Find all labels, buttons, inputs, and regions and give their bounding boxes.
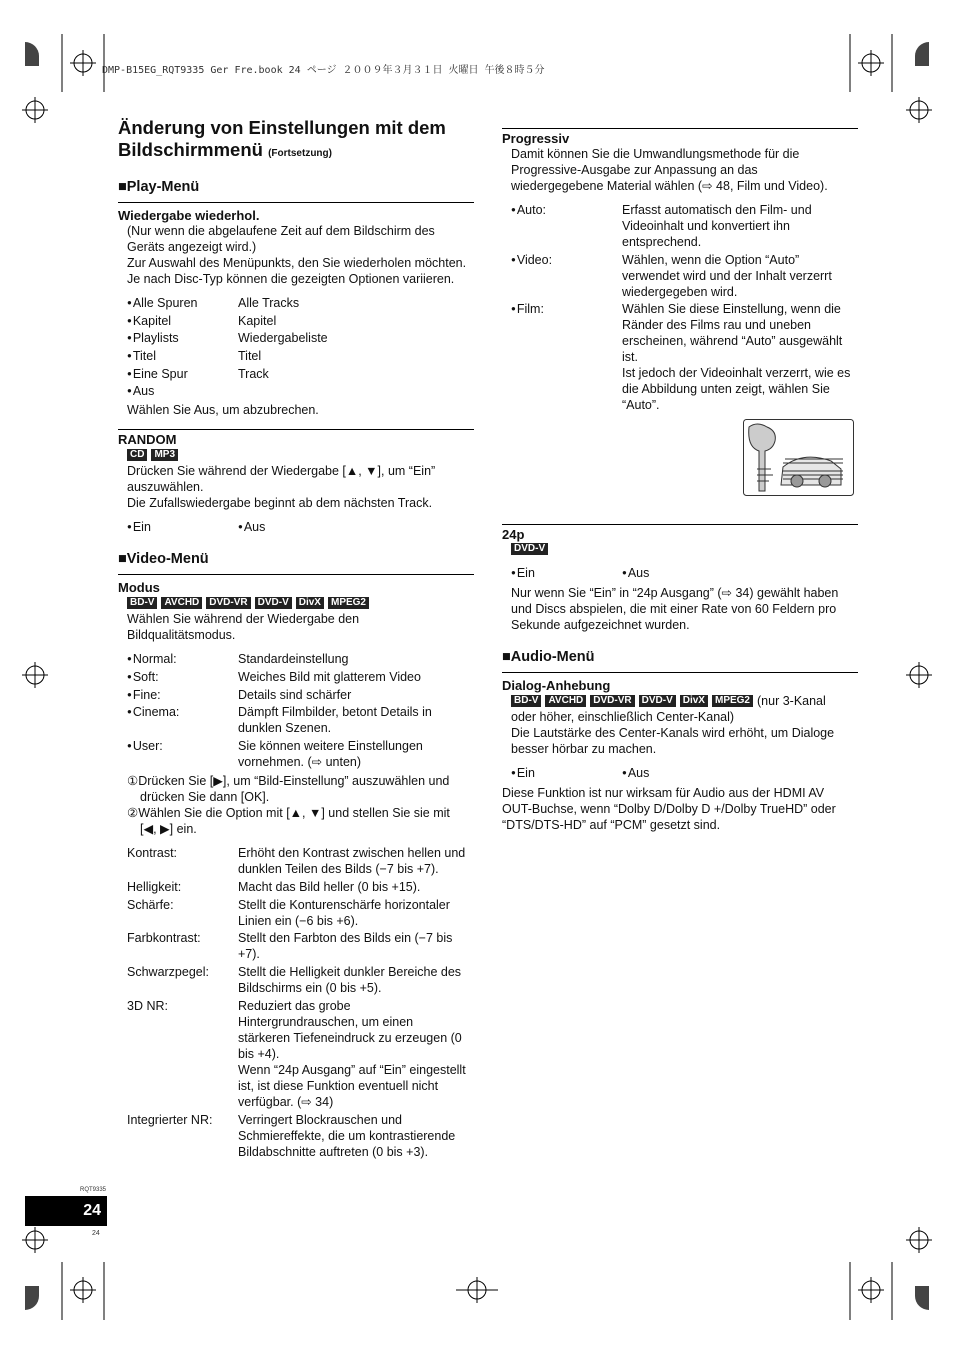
wiedergabe-label: Wiedergabe wiederhol. — [118, 208, 260, 223]
setting-value: Stellt die Helligkeit dunkler Bereiche des Bildschirms ein (0 bis +5). — [238, 965, 462, 995]
option-name: ● Soft: — [127, 669, 159, 685]
setting-value: Erhöht den Kontrast zwischen hellen und dunklen Teilen des Bilds (−7 bis +7). — [238, 846, 466, 876]
24p-label: 24p — [502, 527, 525, 542]
dialog-description: oder höher, einschließlich Center-Kanal) Die Lautstärke des Center-Kanals wird erhöht, um Dialoge besser hörbar zu machen. — [511, 710, 835, 756]
setting-name: Kontrast: — [127, 846, 178, 860]
setting-name: 3D NR: — [127, 999, 168, 1013]
option-value: Erfasst automatisch den Film- und Videoinhalt und konvertiert ihn entsprechend. — [622, 203, 812, 249]
option-value: Kapitel — [238, 314, 277, 328]
disc-badges — [127, 449, 178, 461]
title-continued: (Fortsetzung) — [268, 148, 332, 159]
setting-name: Integrierter NR: — [127, 1113, 213, 1127]
option-value: Wählen, wenn die Option “Auto” verwendet wird und der Inhalt verzerrt wiedergegeben wird. — [622, 253, 832, 299]
setting-name: Farbkontrast: — [127, 931, 201, 945]
badge: MPEG2 — [712, 695, 753, 707]
play-menu-heading: ■Play-Menü — [118, 179, 200, 195]
option-name: ● Eine Spur — [127, 366, 188, 382]
wiedergabe-note: Wählen Sie Aus, um abzubrechen. — [127, 403, 319, 417]
progressiv-description: Damit können Sie die Umwandlungsmethode für die Progressive-Ausgabe zur Anpassung an das wiedergegebene Material wählen (⇨ 48, Film und Video). — [511, 147, 828, 193]
title-main: Änderung von Einstellungen mit dem Bildschirmmenü — [118, 117, 446, 160]
option-value: Dämpft Filmbilder, betont Details in dunklen Szenen. — [238, 705, 432, 735]
random-label: RANDOM — [118, 432, 177, 447]
option-on: ● Ein — [511, 565, 535, 581]
option-name: ● Aus — [127, 383, 154, 399]
option-value: Standardeinstellung — [238, 652, 349, 666]
disc-badges — [127, 597, 369, 609]
24p-description: Nur wenn Sie “Ein” in “24p Ausgang” (⇨ 34) gewählt haben und Discs abspielen, die mit einer Rate von 60 Feldern pro Sekunde aufgezeichnet wurden. — [511, 586, 839, 632]
badge: DVD-V — [511, 543, 548, 555]
print-header: DMP-B15EG_RQT9335 Ger Fre.book 24 ページ ２００９年３月３１日 火曜日 午後８時５分 — [102, 65, 545, 76]
setting-value: Stellt den Farbton des Bilds ein (−7 bis +7). — [238, 931, 453, 961]
option-off: ● Aus — [622, 565, 649, 581]
option-name: ● Film: — [511, 301, 544, 317]
divider — [118, 429, 474, 430]
setting-value: Stellt die Konturenschärfe horizontaler Linien ein (−6 bis +6). — [238, 898, 450, 928]
small-page-number: 24 — [92, 1230, 100, 1237]
doc-code: RQT9335 — [80, 1187, 107, 1193]
option-on: ● Ein — [511, 765, 535, 781]
modus-description: Wählen Sie während der Wiedergabe den Bildqualitätsmodus. — [127, 612, 360, 642]
video-menu-heading: ■Video-Menü — [118, 551, 209, 567]
badge: DVD-VR — [590, 695, 634, 707]
option-name: ● User: — [127, 738, 163, 754]
random-description: Drücken Sie während der Wiedergabe [▲, ▼], um “Ein” auszuwählen. Die Zufallswiedergabe beginnt ab dem nächsten Track. — [127, 464, 436, 510]
badge: MP3 — [151, 449, 178, 461]
setting-name: Schärfe: — [127, 898, 174, 912]
option-value: Wählen Sie diese Einstellung, wenn die Ränder des Films rau und uneben erscheinen, während “Auto” ausgewählt ist. Ist jedoch der Videoinhalt verzerrt, wie es die Abbildung unten zeigt, wählen Sie “Auto”. — [622, 302, 851, 412]
option-value: Titel — [238, 349, 262, 363]
option-value: Weiches Bild mit glatterem Video — [238, 670, 421, 684]
setting-value: Reduziert das grobe Hintergrundrauschen, um einen stärkeren Tiefeneindruck zu erzeugen (0 bis +4). Wenn “24p Ausgang” auf “Ein” eingestellt ist, ist diese Funktion eventuell nicht verfügbar. (⇨ 34) — [238, 999, 466, 1109]
option-off: ● Aus — [238, 519, 265, 535]
badge: DVD-V — [639, 695, 676, 707]
option-name: ● Normal: — [127, 651, 177, 667]
badge: DVD-V — [255, 597, 292, 609]
option-name: ● Fine: — [127, 687, 161, 703]
badge: BD-V — [511, 695, 541, 707]
badge-suffix: (nur 3-Kanal — [757, 694, 826, 708]
distorted-video-illustration — [743, 419, 854, 496]
setting-value: Verringert Blockrauschen und Schmiereffekte, die um kontrastierende Bildabschnitte auftreten (0 bis +3). — [238, 1113, 456, 1159]
option-value: Wiedergabeliste — [238, 331, 328, 345]
badge: MPEG2 — [328, 597, 369, 609]
badge: BD-V — [127, 597, 157, 609]
setting-name: Schwarzpegel: — [127, 965, 209, 979]
option-value: Alle Tracks — [238, 296, 300, 310]
modus-label: Modus — [118, 580, 160, 595]
audio-menu-heading: ■Audio-Menü — [502, 649, 595, 665]
option-name: ● Alle Spuren — [127, 295, 197, 311]
setting-value: Macht das Bild heller (0 bis +15). — [238, 880, 421, 894]
badge: AVCHD — [545, 695, 586, 707]
divider — [502, 672, 858, 673]
badge: AVCHD — [161, 597, 202, 609]
progressiv-label: Progressiv — [502, 131, 570, 146]
option-value: Details sind schärfer — [238, 688, 352, 702]
option-name: ● Video: — [511, 252, 552, 268]
dialog-label: Dialog-Anhebung — [502, 678, 611, 693]
option-on: ● Ein — [127, 519, 151, 535]
setting-name: Helligkeit: — [127, 880, 182, 894]
divider — [502, 524, 858, 525]
page-title — [118, 117, 498, 165]
badge: CD — [127, 449, 147, 461]
disc-badges — [511, 695, 826, 707]
option-name: ● Kapitel — [127, 313, 171, 329]
step-2: ②Wählen Sie die Option mit [▲, ▼] und stellen Sie sie mit [◀, ▶] ein. — [127, 806, 450, 836]
option-name: ● Titel — [127, 348, 156, 364]
disc-badges — [511, 543, 548, 555]
badge: DivX — [296, 597, 324, 609]
option-value: Sie können weitere Einstellungen vornehmen. (⇨ unten) — [238, 739, 423, 769]
option-value: Track — [238, 367, 269, 381]
dialog-note: Diese Funktion ist nur wirksam für Audio aus der HDMI AV OUT-Buchse, wenn “Dolby D/Dolby D +/Dolby TrueHD” oder “DTS/DTS-HD” auf “PCM” gesetzt sind. — [502, 786, 836, 832]
badge: DVD-VR — [206, 597, 250, 609]
divider — [118, 202, 474, 203]
option-off: ● Aus — [622, 765, 649, 781]
option-name: ● Cinema: — [127, 704, 179, 720]
step-1: ①Drücken Sie [▶], um “Bild-Einstellung” auszuwählen und drücken Sie dann [OK]. — [127, 774, 450, 804]
option-name: ● Auto: — [511, 202, 546, 218]
page-number: 24 — [25, 1196, 107, 1226]
wiedergabe-description: (Nur wenn die abgelaufene Zeit auf dem Bildschirm des Geräts angezeigt wird.) Zur Auswahl des Menüpunkts, den Sie wiederholen möchten. Je nach Disc-Typ können die gezeigten Optionen variieren. — [127, 224, 467, 286]
badge: DivX — [680, 695, 708, 707]
divider — [118, 574, 474, 575]
divider — [502, 128, 858, 129]
option-name: ● Playlists — [127, 330, 179, 346]
